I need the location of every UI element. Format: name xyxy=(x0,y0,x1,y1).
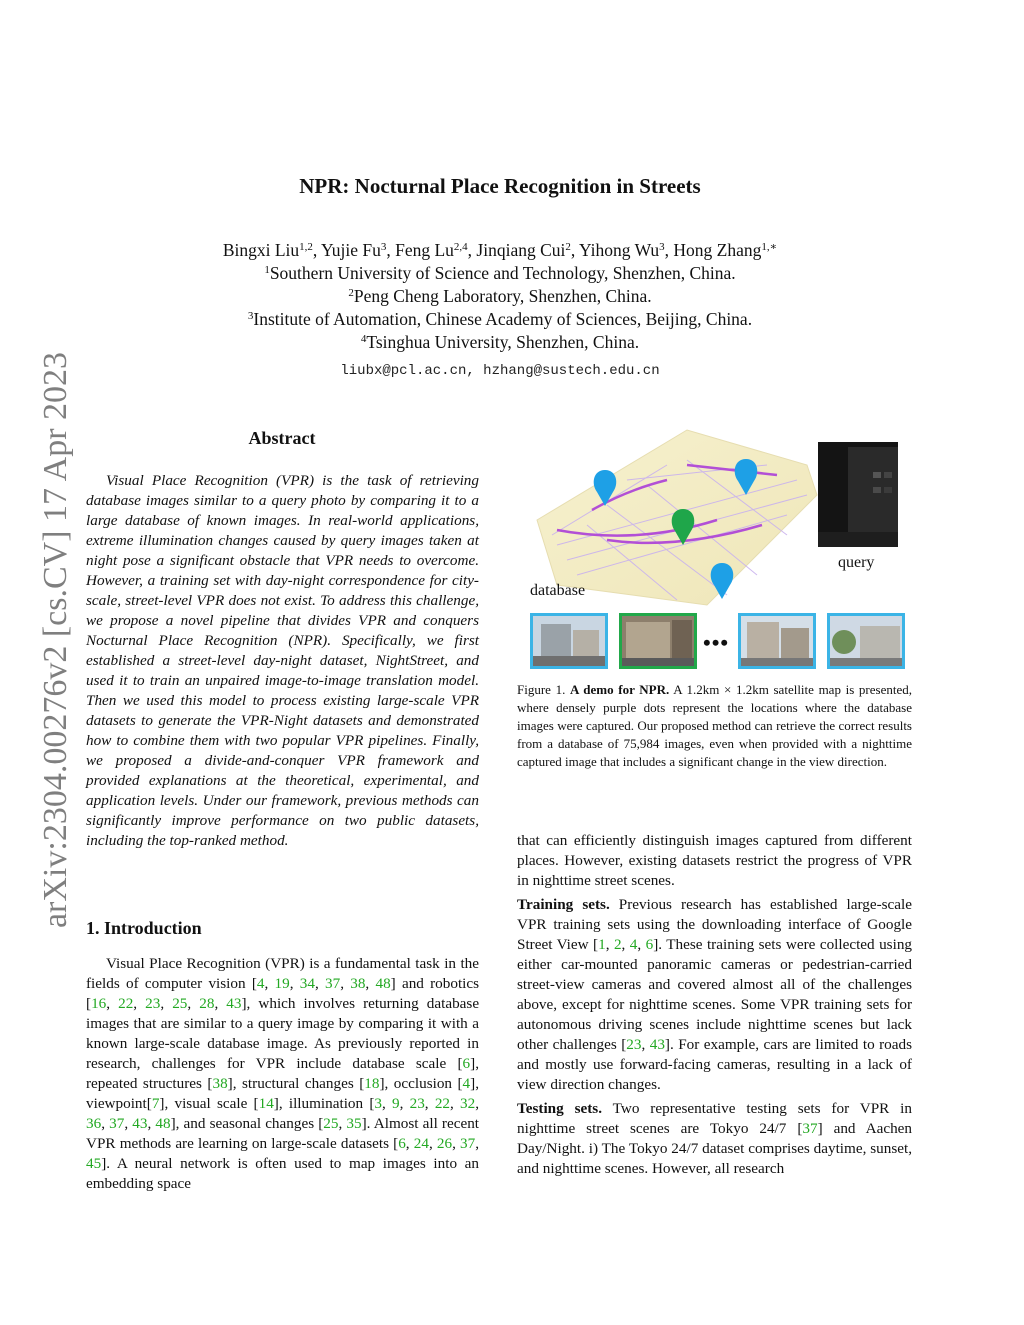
author-affiliation-mark: 1,2 xyxy=(299,241,313,253)
intro-heading: 1. Introduction xyxy=(86,918,202,938)
paragraph-continuation: that can efficiently distinguish images captured from different places. However, existing datasets restrict the progress of VPR in nighttime street scenes. xyxy=(517,832,912,889)
citation-link[interactable]: 34 xyxy=(299,975,315,992)
author-block xyxy=(0,239,1000,354)
citation-link[interactable]: 38 xyxy=(350,975,366,992)
citation-link[interactable]: 32 xyxy=(460,1095,476,1112)
right-column xyxy=(517,831,912,1183)
abstract-body: Visual Place Recognition (VPR) is the task of retrieving database images similar to a query photo by comparing it to a large database of known images. In real-world applications, extreme illumination changes caused by query images taken at night pose a significant obstacle that VPR needs to overcome. However, a training set with day-night correspondence for city-scale, street-level VPR does not exist. To address this challenge, we propose a novel pipeline that divides VPR and conquers Nocturnal Place Recognition (NPR). Specifically, we first established a street-level day-night dataset, NightStreet, and used it to train an unpaired image-to-image translation model. Then we used this model to process existing large-scale VPR datasets to generate the VPR-Night datasets and demonstrated how to combine them with two popular VPR pipelines. Finally, we proposed a divide-and-conquer VPR framework and provided explanations at the theoretical, experimental, and application levels. Under our framework, previous methods can significantly improve performance on two public datasets, including the top-ranked method. xyxy=(86,472,479,849)
citation-link[interactable]: 6 xyxy=(645,936,654,953)
paragraph-training-sets xyxy=(517,895,912,1095)
citation-link[interactable]: 4 xyxy=(462,1075,471,1092)
author-affiliation-mark: 3 xyxy=(380,241,387,253)
database-thumb-4 xyxy=(827,613,905,669)
figure-caption xyxy=(517,681,912,771)
citation-link[interactable]: 45 xyxy=(86,1155,102,1172)
author-name: Bingxi Liu xyxy=(222,240,300,260)
ellipsis-dots: ••• xyxy=(703,630,730,655)
affiliation: $^4$Tsinghua University, Shenzhen, China. xyxy=(360,332,640,352)
citation-link[interactable]: 37 xyxy=(802,1120,818,1137)
author-name: Yihong Wu xyxy=(579,240,660,260)
caption-label: Figure 1. xyxy=(517,682,570,697)
author-list: Bingxi Liu$^{1,2}$, Yujie Fu$^3$, Feng Lu$^{2,4}$, Jinqiang Cui$^2$, Yihong Wu$^3$, Hong Zhang$^{1,∗}$ xyxy=(222,240,778,260)
citation-link[interactable]: 4 xyxy=(256,975,265,992)
author-affiliation-mark: 1,∗ xyxy=(761,241,778,253)
testing-heading: Testing sets. xyxy=(517,1100,603,1117)
citation-link[interactable]: 9 xyxy=(392,1095,400,1112)
citation-link[interactable]: 43 xyxy=(132,1115,148,1132)
database-thumb-3 xyxy=(738,613,816,669)
citation-link[interactable]: 1 xyxy=(598,936,606,953)
author-name: Hong Zhang xyxy=(673,240,762,260)
citation-link[interactable]: 37 xyxy=(325,975,341,992)
citation-link[interactable]: 35 xyxy=(346,1115,362,1132)
citation-link[interactable]: 19 xyxy=(274,975,290,992)
citation-link[interactable]: 25 xyxy=(323,1115,339,1132)
citation-link[interactable]: 38 xyxy=(212,1075,228,1092)
affiliation: $^2$Peng Cheng Laboratory, Shenzhen, China. xyxy=(348,286,652,306)
citation-link[interactable]: 22 xyxy=(118,995,134,1012)
citation-link[interactable]: 37 xyxy=(109,1115,125,1132)
affiliation-list xyxy=(0,262,1000,354)
author-affiliation-mark: 2,4 xyxy=(453,241,468,253)
affiliation: $^3$Institute of Automation, Chinese Academy of Sciences, Beijing, China. xyxy=(247,309,753,329)
paper-title: NPR: Nocturnal Place Recognition in Streets xyxy=(299,174,701,198)
paragraph-testing-sets xyxy=(517,1099,912,1179)
citation-link[interactable]: 14 xyxy=(258,1095,274,1112)
night-building xyxy=(818,442,898,547)
citation-link[interactable]: 23 xyxy=(409,1095,425,1112)
database-thumb-1 xyxy=(530,613,608,669)
citation-link[interactable]: 16 xyxy=(91,995,107,1012)
author-name: Feng Lu xyxy=(395,240,454,260)
citation-link[interactable]: 48 xyxy=(375,975,391,992)
label-query: query xyxy=(838,554,875,571)
intro-body: Visual Place Recognition (VPR) is a fundamental task in the fields of computer vision [4, 19, 34, 37, 38, 48] and robotics [16, 22, 23, 25, 28, 43], which involves returning database images that are similar to a query image by comparing it with a known large-scale database image. As previously reported in research, challenges for VPR include database scale [6], repeated structures [38], structural changes [18], occlusion [4], viewpoint[7], visual scale [14], illumination [3, 9, 23, 22, 32, 36, 37, 43, 48], and seasonal changes [25, 35]. Almost all recent VPR methods are learning on large-scale datasets [6, 24, 26, 37, 45]. A neural network is often used to map images into an embedding space xyxy=(86,955,480,1192)
citation-link[interactable]: 43 xyxy=(649,1036,665,1053)
caption-bold: A demo for NPR. xyxy=(569,682,670,697)
author-affiliation-mark: 3 xyxy=(659,241,665,253)
citation-link[interactable]: 48 xyxy=(155,1115,171,1132)
author-emails: liubx@pcl.ac.cn, hzhang@sustech.edu.cn xyxy=(340,363,660,379)
database-thumb-2-match xyxy=(619,613,697,669)
abstract-heading: Abstract xyxy=(248,428,316,448)
arxiv-id: arXiv:2304.00276v2 [cs.CV] 17 Apr 2023 xyxy=(37,351,74,929)
citation-link[interactable]: 6 xyxy=(462,1055,471,1072)
citation-link[interactable]: 25 xyxy=(172,995,188,1012)
citation-link[interactable]: 18 xyxy=(364,1075,380,1092)
citation-link[interactable]: 23 xyxy=(626,1036,642,1053)
training-body: Previous research has established large-scale VPR training sets using the downloading interface of Google Street View [1, 2, 4, 6]. These training sets were collected using either car-mounted panoramic cameras or pedestrian-carried street-view cameras and covered almost all of the challenges above, except for nighttime scenes. Some VPR training sets for autonomous driving scenes include nighttime scenes but lack other challenges [23, 43]. For example, cars are limited to roads and mostly use forward-facing cameras, resulting in a lack of view direction changes. xyxy=(517,896,913,1093)
citation-link[interactable]: 26 xyxy=(436,1135,453,1152)
citation-link[interactable]: 37 xyxy=(460,1135,476,1152)
citation-link[interactable]: 36 xyxy=(86,1115,102,1132)
citation-link[interactable]: 7 xyxy=(151,1095,160,1112)
citation-link[interactable]: 43 xyxy=(226,995,242,1012)
citation-link[interactable]: 2 xyxy=(613,936,622,953)
citation-link[interactable]: 22 xyxy=(434,1095,450,1112)
author-affiliation-mark: 2 xyxy=(565,241,571,253)
author-name: Jinqiang Cui xyxy=(476,240,566,260)
caption-text: A 1.2km × 1.2km satellite map is presented, where densely purple dots represent the locations where the database images were captured. Our proposed method can retrieve the correct results from a database of 75,984 images, even when provided with a nighttime captured image that includes a significant change in the view direction. xyxy=(517,682,912,769)
citation-link[interactable]: 6 xyxy=(398,1135,406,1152)
training-heading: Training sets. xyxy=(517,896,610,913)
testing-body: Two representative testing sets for VPR in nighttime street scenes are Tokyo 24/7 [37] and Aachen Day/Night. i) The Tokyo 24/7 dataset comprises daytime, sunset, and nighttime scenes. However, all research xyxy=(517,1100,912,1177)
citation-link[interactable]: 3 xyxy=(374,1095,382,1112)
label-database: database xyxy=(530,582,586,599)
query-image xyxy=(818,442,898,547)
citation-link[interactable]: 24 xyxy=(413,1135,429,1152)
citation-link[interactable]: 4 xyxy=(629,936,638,953)
citation-link[interactable]: 23 xyxy=(145,995,161,1012)
citation-link[interactable]: 28 xyxy=(199,995,215,1012)
affiliation: $^1$Southern University of Science and Technology, Shenzhen, China. xyxy=(264,263,736,283)
author-name: Yujie Fu xyxy=(321,240,381,260)
